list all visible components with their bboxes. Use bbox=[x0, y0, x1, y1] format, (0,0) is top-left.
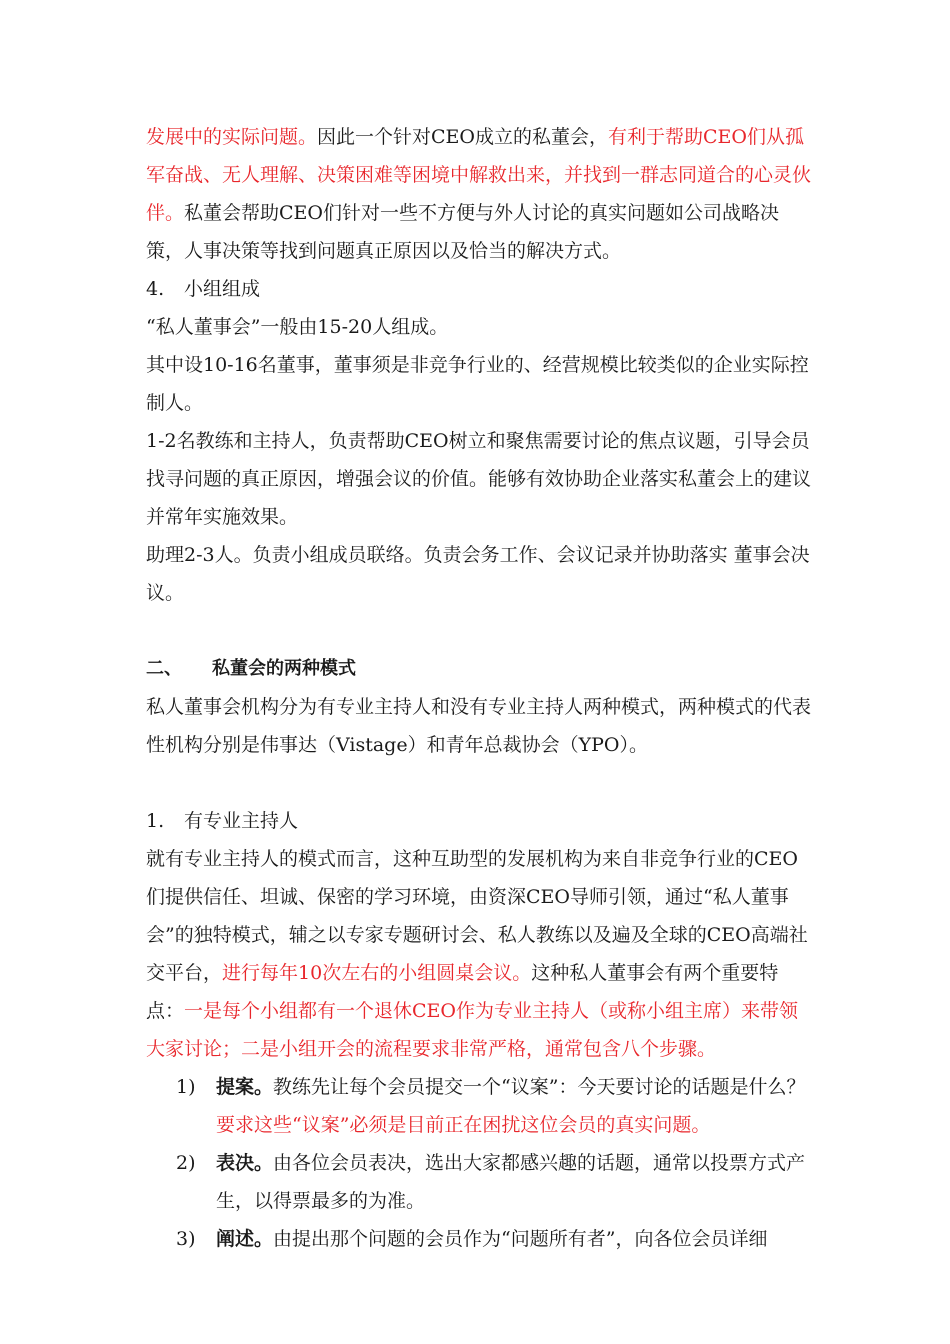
list-item-term: 表决。 bbox=[216, 1152, 274, 1174]
highlight-text: 发展中的实际问题。 bbox=[146, 126, 318, 148]
list-item bbox=[146, 1220, 811, 1258]
section-number: 4. bbox=[146, 278, 165, 300]
paragraph-group-size: “私人董事会”一般由15-20人组成。 bbox=[146, 316, 449, 338]
list-item-text: 由各位会员表决，选出大家都感兴趣的话题，通常以投票方式产生，以得票最多的为准。 bbox=[216, 1152, 806, 1212]
body-text: 因此一个针对CEO成立的私董会， bbox=[317, 126, 609, 148]
body-text: 私董会帮助CEO们针对一些不方便与外人讨论的真实问题如公司战略决策，人事决策等找到问题真正原因以及恰当的解决方式。 bbox=[146, 202, 780, 262]
list-item-text: 由提出那个问题的会员作为“问题所有者”，向各位会员详细 bbox=[273, 1228, 768, 1250]
list-item-number: 1) bbox=[176, 1076, 196, 1098]
spacer bbox=[146, 612, 811, 650]
list-item-highlight: 要求这些“议案”必须是目前正在困扰这位会员的真实问题。 bbox=[216, 1114, 711, 1136]
highlight-text: 一是每个小组都有一个退休CEO作为专业主持人（或称小组主席）来带领大家讨论；二是小组开会的流程要求非常严格，通常包含八个步骤。 bbox=[146, 1000, 799, 1060]
list-item bbox=[146, 1068, 811, 1144]
list-item-number: 2) bbox=[176, 1152, 196, 1174]
body-text: 这种私人董事会有两个重要特点： bbox=[146, 962, 779, 1022]
section-heading-professional-host bbox=[146, 802, 811, 840]
highlight-text: 进行每年10次左右的小组圆桌会议。 bbox=[222, 962, 532, 984]
list-item-term: 提案。 bbox=[216, 1076, 274, 1098]
chapter-heading-two-modes bbox=[146, 650, 811, 688]
paragraph-modes: 私人董事会机构分为有专业主持人和没有专业主持人两种模式，两种模式的代表性机构分别是伟事达（Vistage）和青年总裁协会（YPO）。 bbox=[146, 696, 812, 756]
paragraph-directors: 其中设10-16名董事，董事须是非竞争行业的、经营规模比较类似的企业实际控制人。 bbox=[146, 354, 809, 414]
section-title: 有专业主持人 bbox=[184, 810, 299, 832]
highlight-text: 有利于帮助CEO们从孤军奋战、无人理解、决策困难等困境中解救出来，并找到一群志同道合的心灵伙伴。 bbox=[146, 126, 812, 224]
chapter-number: 二、 bbox=[146, 658, 182, 679]
section-heading-group-composition bbox=[146, 270, 811, 308]
section-number: 1. bbox=[146, 810, 165, 832]
paragraph-assistants: 助理2-3人。负责小组成员联络。负责会务工作、会议记录并协助落实 董事会决议。 bbox=[146, 544, 810, 604]
paragraph-professional-host bbox=[146, 840, 811, 1068]
list-item-text: 教练先让每个会员提交一个“议案”：今天要讨论的话题是什么？ bbox=[273, 1076, 806, 1098]
list-item-term: 阐述。 bbox=[216, 1228, 274, 1250]
chapter-title: 私董会的两种模式 bbox=[212, 658, 356, 679]
list-item-number: 3) bbox=[176, 1228, 196, 1250]
spacer bbox=[146, 764, 811, 802]
body-text: 就有专业主持人的模式而言，这种互助型的发展机构为来自非竞争行业的CEO们提供信任、坦诚、保密的学习环境，由资深CEO导师引领，通过“私人董事会”的独特模式，辅之以专家专题研讨会、私人教练以及遍及全球的CEO高端社交平台， bbox=[146, 848, 808, 984]
section-title: 小组组成 bbox=[184, 278, 261, 300]
list-item bbox=[146, 1144, 811, 1220]
paragraph-coaches: 1-2名教练和主持人，负责帮助CEO树立和聚焦需要讨论的焦点议题，引导会员找寻问题的真正原因，增强会议的价值。能够有效协助企业落实私董会上的建议并常年实施效果。 bbox=[146, 430, 812, 528]
paragraph-intro bbox=[146, 118, 811, 270]
document-body bbox=[146, 118, 811, 1258]
